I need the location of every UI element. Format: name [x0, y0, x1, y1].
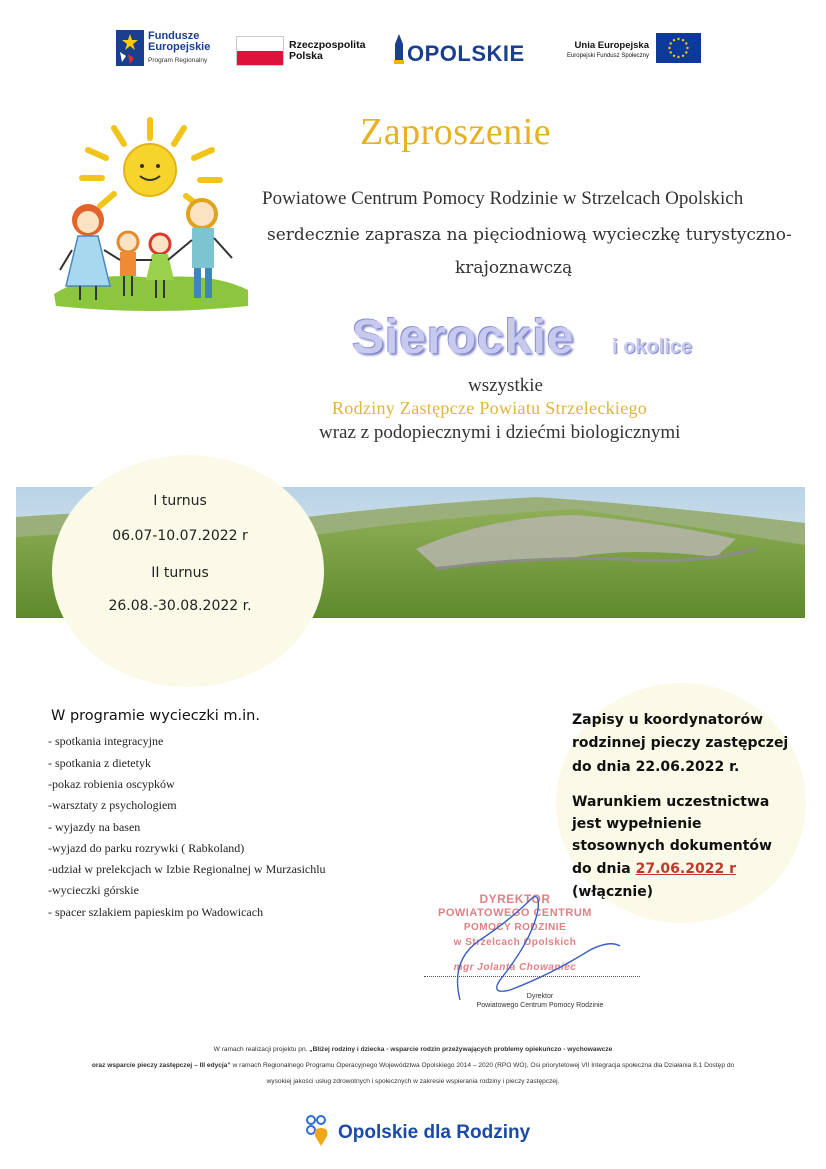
program-item: -warsztaty z psychologiem	[48, 798, 177, 812]
stamp-signature-name: mgr Jolanta Chowaniec	[453, 962, 577, 973]
turnus-2-dates: 26.08.-30.08.2022 r.	[108, 598, 252, 614]
invite-line-1: serdecznie zaprasza na pięciodniową wycieczkę turystyczno-	[267, 225, 792, 245]
documents-inclusive-note: (włącznie)	[572, 884, 654, 900]
stamp-line-1: DYREKTOR	[479, 892, 551, 906]
registration-deadline-date: 22.06.2022 r.	[635, 759, 740, 775]
rp-line-2: Polska	[289, 50, 323, 62]
rp-line-1: Rzeczpospolita	[289, 39, 366, 51]
fundusze-title-2: Europejskie	[148, 41, 211, 53]
stamp-line-2: POWIATOWEGO CENTRUM	[438, 907, 592, 919]
documents-deadline-date: 27.06.2022 r	[635, 861, 736, 877]
opolskie-dla-rodziny-icon	[305, 1114, 331, 1148]
stamp-line-3: POMOCY RODZINIE	[463, 922, 567, 933]
opolskie-logo-text: OPOLSKIE	[407, 41, 525, 66]
with-line: wraz z podopiecznymi i dziećmi biologicznymi	[319, 422, 681, 443]
fundusze-europejskie-logo-text	[148, 31, 210, 66]
program-item: - spotkania integracyjne	[48, 734, 164, 748]
opolskie-tower-icon	[392, 34, 406, 64]
footer-line-2	[40, 1058, 786, 1074]
polish-flag-icon	[236, 36, 284, 66]
fundusze-europejskie-logo-icon	[116, 30, 144, 66]
condition-line-3: stosownych dokumentów	[572, 838, 772, 854]
footer-line-1-b: „Bliżej rodziny i dziecka - wsparcie rodzin przeżywających problemy opiekuńczo - wychowawcze	[309, 1046, 613, 1053]
project-footer	[40, 1042, 786, 1090]
eu-subtitle: Europejski Fundusz Społeczny	[566, 53, 649, 59]
footer-line-2-b: w ramach Regionalnego Programu Operacyjnego Województwa Opolskiego 2014 – 2020 (RPO WO), Osi priorytetowej VII Integracja społeczna dla Działania 8.1 Dostęp do	[230, 1062, 735, 1069]
director-caption-title: Dyrektor	[526, 993, 554, 1000]
program-title: W programie wycieczki m.in.	[51, 708, 260, 724]
families-line: Rodziny Zastępcze Powiatu Strzeleckiego	[332, 398, 648, 418]
footer-line-2-a: oraz wsparcie pieczy zastępczej – III edycja”	[91, 1062, 231, 1069]
footer-line-1	[40, 1042, 786, 1058]
headline-sierockie: Sierockie	[352, 311, 575, 364]
all-line: wszystkie	[468, 375, 543, 396]
invite-line-2: krajoznawczą	[455, 258, 573, 278]
headline-subtitle: i okolice	[612, 336, 693, 358]
registration-line-2: rodzinnej pieczy zastępczej	[572, 735, 789, 751]
sun-family-illustration	[52, 110, 252, 312]
eu-logo-text	[557, 40, 649, 62]
program-item: -wycieczki górskie	[48, 883, 139, 897]
documents-deadline-prefix: do dnia	[572, 861, 636, 877]
turnus-1-label: I turnus	[153, 493, 207, 509]
organizer-line: Powiatowe Centrum Pomocy Rodzinie w Strzelcach Opolskich	[262, 188, 744, 209]
rzeczpospolita-logo-text	[289, 40, 365, 62]
footer-line-3: wysokiej jakości usług zdrowotnych i społecznych w zakresie wspierania rodziny i pieczy zastępczej.	[266, 1078, 560, 1085]
registration-deadline-prefix: do dnia	[572, 759, 636, 775]
condition-line-2: jest wypełnienie	[572, 816, 702, 832]
director-caption-org: Powiatowego Centrum Pomocy Rodzinie	[476, 1002, 604, 1009]
stamp-line-4: w Strzelcach Opolskich	[453, 937, 577, 948]
program-item: -wyjazd do parku rozrywki ( Rabkoland)	[48, 841, 245, 855]
program-item: -pokaz robienia oscypków	[48, 777, 175, 791]
documents-deadline	[572, 861, 736, 877]
registration-deadline	[572, 759, 739, 775]
program-item: - spacer szlakiem papieskim po Wadowicach	[48, 905, 264, 919]
condition-line-1: Warunkiem uczestnictwa	[572, 794, 770, 810]
program-item: - wyjazdy na basen	[48, 820, 141, 834]
opolskie-dla-rodziny-text: Opolskie dla Rodziny	[338, 1122, 531, 1143]
registration-line-1: Zapisy u koordynatorów	[572, 712, 763, 728]
turnus-2-label: II turnus	[151, 565, 209, 581]
fundusze-title-1: Fundusze	[148, 30, 200, 42]
invitation-title: Zaproszenie	[360, 111, 552, 153]
eu-title: Unia Europejska	[574, 40, 649, 51]
program-item: - spotkania z dietetyk	[48, 756, 151, 770]
turnus-1-dates: 06.07-10.07.2022 r	[112, 528, 248, 544]
signature-line	[424, 976, 640, 977]
eu-flag-icon	[656, 33, 701, 63]
director-caption	[450, 992, 630, 1010]
program-item: -udział w prelekcjach w Izbie Regionalnej w Murzasichlu	[48, 862, 326, 876]
fundusze-subtitle: Program Regionalny	[148, 57, 208, 64]
footer-line-1-a: W ramach realizacji projektu pn.	[213, 1046, 310, 1053]
